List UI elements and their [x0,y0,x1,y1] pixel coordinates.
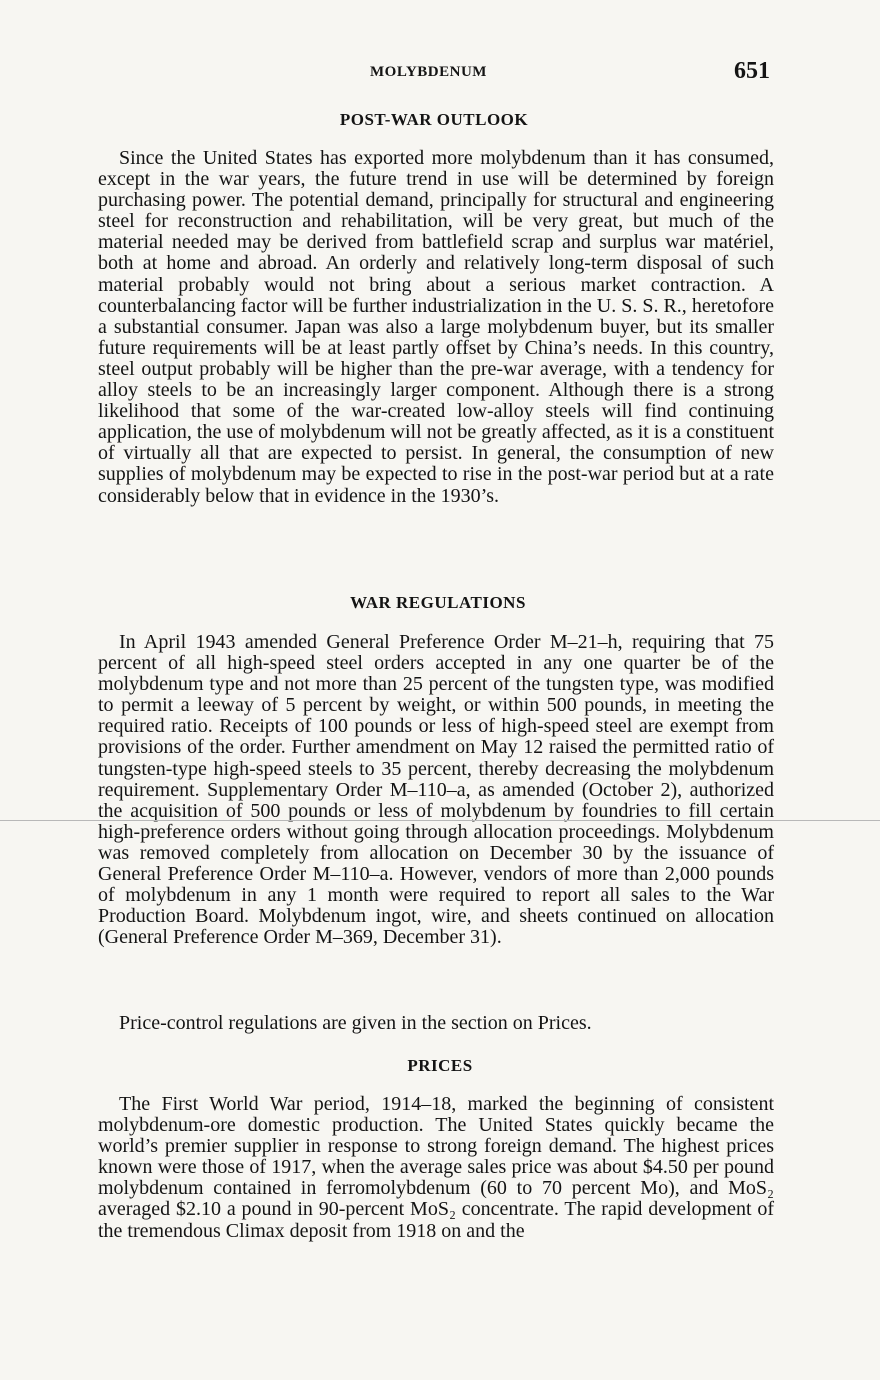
scan-line-artifact [0,820,880,821]
section-heading-war-regulations: WAR REGULATIONS [350,593,526,612]
paragraph-post-war-outlook: Since the United States has exported more molybdenum than it has consumed, except in the war years, the future trend in use will be determined by foreign purchasing power. The potential demand, principally for structural and engineering steel for reconstruction and rehabilitation, will be very great, but much of the material needed may be derived from battlefield scrap and surplus war matériel, both at home and abroad. An orderly and relatively long-term disposal of such material probably would not bring about a serious market contraction. A counterbalancing factor will be further industrialization in the U. S. S. R., heretofore a substantial consumer. Japan was also a large molybdenum buyer, but its smaller future requirements will be at least partly offset by China’s needs. In this country, steel output probably will be higher than the pre-war average, with a tendency for alloy steels to be an increasingly larger component. Although there is a strong likelihood that some of the war-created low-alloy steels will find continuing application, the use of molybdenum will not be greatly affected, as it is a constituent of virtually all that are expected to persist. In general, the consumption of new supplies of molybdenum may be expected to rise in the post-war period but at a rate considerably below that in evidence in the 1930’s. [98,147,774,507]
section-heading-post-war-outlook: POST-WAR OUTLOOK [339,110,529,129]
running-title: MOLYBDENUM [370,64,487,80]
section-heading-prices: PRICES [407,1056,473,1075]
paragraph-war-regulations: In April 1943 amended General Preference Order M–21–h, requiring that 75 percent of all high-speed steel orders accepted in any one quarter be of the molybdenum type and not more than 25 percent of the tungsten type, was modified to permit a leeway of 5 percent by weight, or within 500 pounds, in meeting the required ratio. Receipts of 100 pounds or less of high-speed steel are exempt from provisions of the order. Further amendment on May 12 raised the permitted ratio of tungsten-type high-speed steels to 35 percent, thereby decreasing the molybdenum requirement. Supplementary Order M–110–a, as amended (October 2), authorized the acquisition of 500 pounds or less of molybdenum by foundries to fill certain high-preference orders without going through allocation proceedings. Molybdenum was removed completely from allocation on December 30 by the issuance of General Preference Order M–110–a. However, vendors of more than 2,000 pounds of molybdenum in any 1 month were required to report all sales to the War Production Board. Molybdenum ingot, wire, and sheets continued on allocation (General Preference Order M–369, December 31). [98,631,774,949]
paragraph-prices: The First World War period, 1914–18, marked the beginning of consistent molybdenum-ore domestic production. The United States quickly became the world’s premier supplier in response to strong foreign demand. The highest prices known were those of 1917, when the average sales price was about $4.50 per pound molybdenum contained in ferromolybdenum (60 to 70 percent Mo), and MoS₂ averaged $2.10 a pound in 90-percent MoS₂ concentrate. The rapid development of the tremendous Climax deposit from 1918 on and the [98,1093,774,1242]
page-number: 651 [734,58,770,84]
paragraph-price-control-note: Price-control regulations are given in the section on Prices. [119,1012,592,1034]
